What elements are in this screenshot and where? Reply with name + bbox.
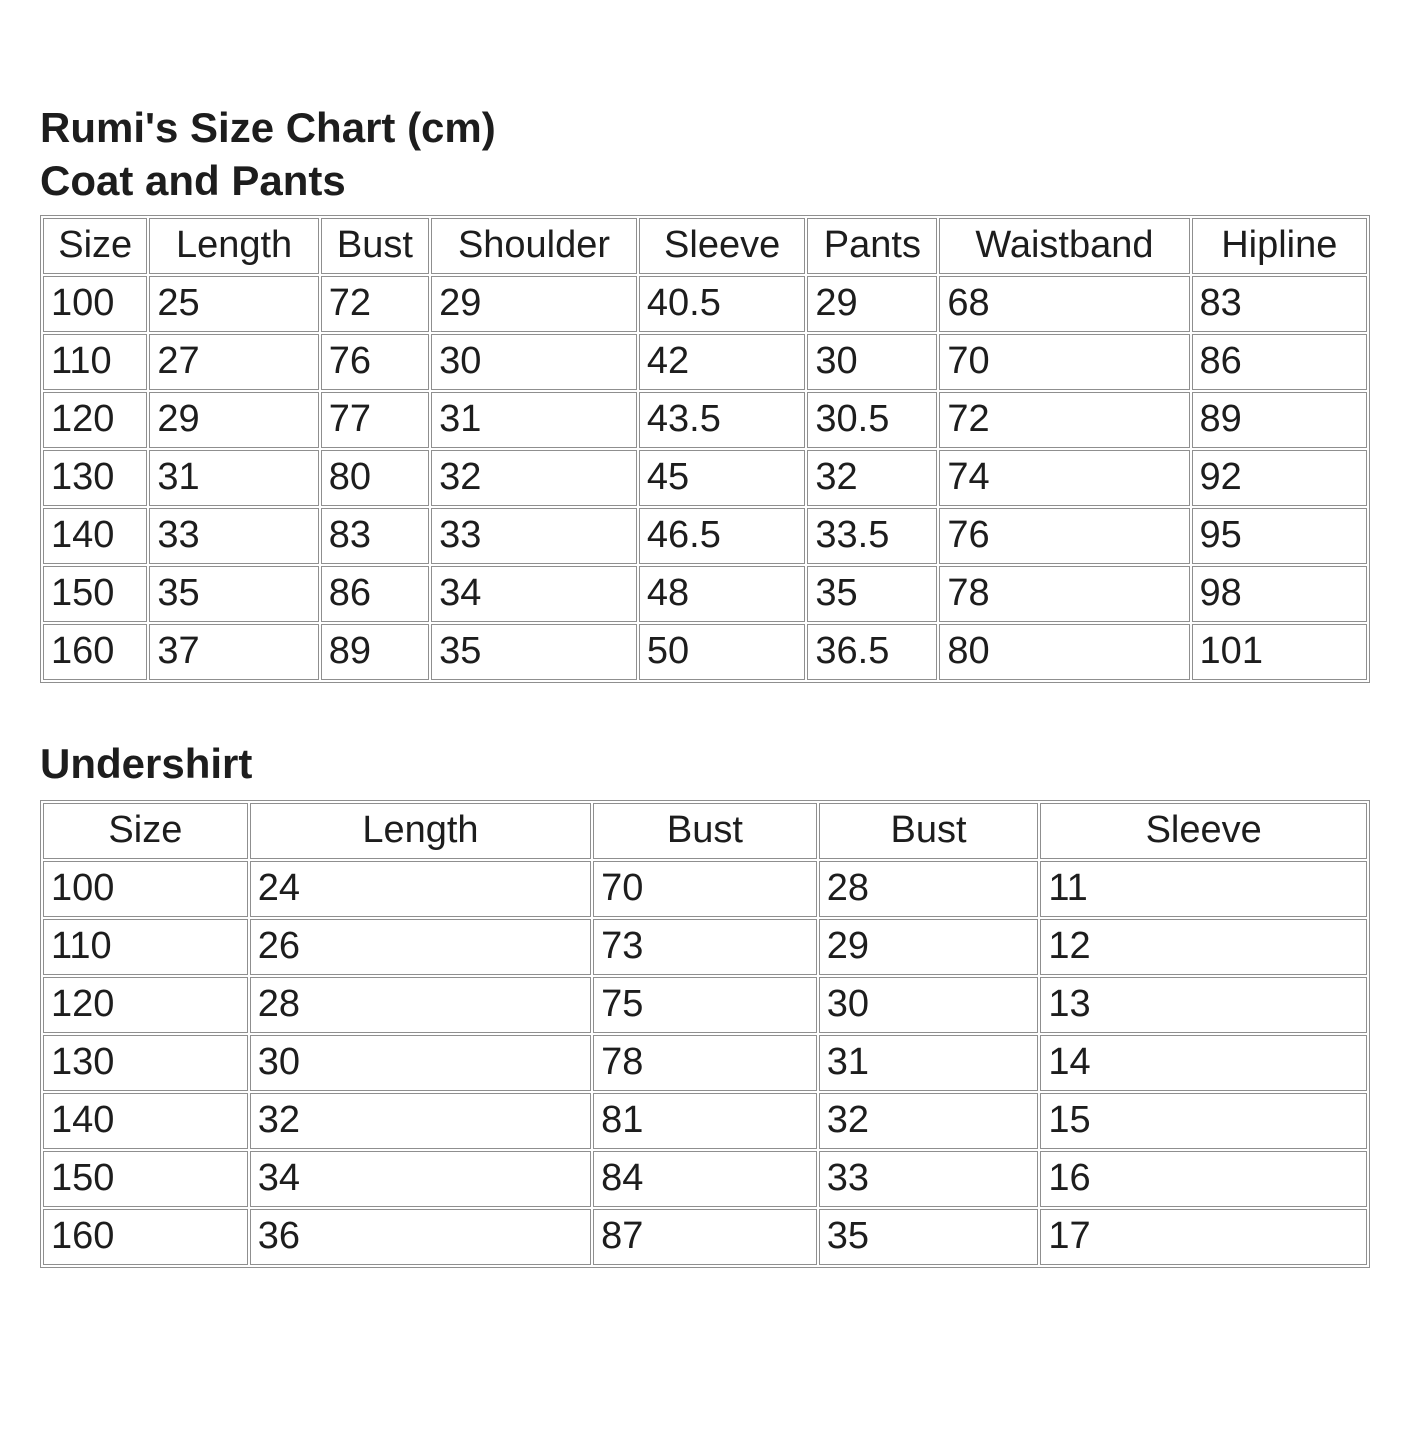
table-row <box>43 566 1367 622</box>
table-cell: 75 <box>593 977 817 1033</box>
table-cell: 86 <box>321 566 429 622</box>
table-cell: 68 <box>939 276 1189 332</box>
column-header: Bust <box>321 218 429 274</box>
table-cell: 31 <box>431 392 637 448</box>
column-header: Length <box>250 803 591 859</box>
table-cell: 34 <box>250 1151 591 1207</box>
table-cell: 120 <box>43 977 248 1033</box>
table-cell: 84 <box>593 1151 817 1207</box>
table-cell: 30 <box>250 1035 591 1091</box>
table-cell: 95 <box>1192 508 1367 564</box>
coat-and-pants-table <box>40 215 1370 683</box>
table-cell: 31 <box>819 1035 1039 1091</box>
column-header: Sleeve <box>639 218 806 274</box>
table-cell: 89 <box>321 624 429 680</box>
table-cell: 35 <box>807 566 937 622</box>
table-cell: 130 <box>43 1035 248 1091</box>
table-cell: 150 <box>43 1151 248 1207</box>
table-cell: 28 <box>819 861 1039 917</box>
coat-and-pants-heading: Coat and Pants <box>40 157 346 205</box>
table-row <box>43 624 1367 680</box>
table-cell: 77 <box>321 392 429 448</box>
column-header: Pants <box>807 218 937 274</box>
table-cell: 76 <box>939 508 1189 564</box>
table-cell: 28 <box>250 977 591 1033</box>
table-cell: 11 <box>1040 861 1367 917</box>
table-cell: 30.5 <box>807 392 937 448</box>
table-row <box>43 1209 1367 1265</box>
table-cell: 78 <box>593 1035 817 1091</box>
column-header: Sleeve <box>1040 803 1367 859</box>
column-header: Bust <box>593 803 817 859</box>
table-row <box>43 450 1367 506</box>
table-cell: 46.5 <box>639 508 806 564</box>
table-cell: 160 <box>43 624 147 680</box>
table-cell: 33 <box>431 508 637 564</box>
table-cell: 130 <box>43 450 147 506</box>
table-cell: 34 <box>431 566 637 622</box>
table-cell: 26 <box>250 919 591 975</box>
column-header: Hipline <box>1192 218 1367 274</box>
table-cell: 16 <box>1040 1151 1367 1207</box>
undershirt-heading: Undershirt <box>40 739 253 787</box>
table-cell: 30 <box>431 334 637 390</box>
table-cell: 150 <box>43 566 147 622</box>
table-row <box>43 334 1367 390</box>
table-cell: 100 <box>43 861 248 917</box>
table-cell: 80 <box>939 624 1189 680</box>
table-cell: 27 <box>149 334 318 390</box>
header-row <box>43 803 1367 859</box>
table-cell: 73 <box>593 919 817 975</box>
table-cell: 48 <box>639 566 806 622</box>
table-cell: 33 <box>819 1151 1039 1207</box>
table-cell: 83 <box>1192 276 1367 332</box>
table-cell: 33 <box>149 508 318 564</box>
table-cell: 86 <box>1192 334 1367 390</box>
table-cell: 15 <box>1040 1093 1367 1149</box>
table-cell: 110 <box>43 334 147 390</box>
table-cell: 36 <box>250 1209 591 1265</box>
table-cell: 25 <box>149 276 318 332</box>
table-cell: 72 <box>939 392 1189 448</box>
table-cell: 101 <box>1192 624 1367 680</box>
table-cell: 29 <box>807 276 937 332</box>
table-cell: 45 <box>639 450 806 506</box>
table-cell: 43.5 <box>639 392 806 448</box>
table-cell: 83 <box>321 508 429 564</box>
table-row <box>43 1035 1367 1091</box>
table-cell: 76 <box>321 334 429 390</box>
table-cell: 37 <box>149 624 318 680</box>
table-cell: 17 <box>1040 1209 1367 1265</box>
table-cell: 70 <box>593 861 817 917</box>
column-header: Waistband <box>939 218 1189 274</box>
table-cell: 35 <box>431 624 637 680</box>
table-row <box>43 1151 1367 1207</box>
table-cell: 14 <box>1040 1035 1367 1091</box>
table-cell: 36.5 <box>807 624 937 680</box>
table-cell: 13 <box>1040 977 1367 1033</box>
table-cell: 31 <box>149 450 318 506</box>
table-cell: 29 <box>149 392 318 448</box>
table-cell: 32 <box>250 1093 591 1149</box>
table-cell: 80 <box>321 450 429 506</box>
table-cell: 30 <box>807 334 937 390</box>
table-row <box>43 861 1367 917</box>
table-cell: 32 <box>807 450 937 506</box>
table-cell: 33.5 <box>807 508 937 564</box>
table-row <box>43 508 1367 564</box>
table-row <box>43 276 1367 332</box>
column-header: Size <box>43 803 248 859</box>
table-cell: 87 <box>593 1209 817 1265</box>
header-row <box>43 218 1367 274</box>
table-cell: 29 <box>819 919 1039 975</box>
table-cell: 24 <box>250 861 591 917</box>
table-cell: 140 <box>43 508 147 564</box>
table-cell: 30 <box>819 977 1039 1033</box>
table-row <box>43 977 1367 1033</box>
table-cell: 32 <box>431 450 637 506</box>
table-row <box>43 1093 1367 1149</box>
table-cell: 72 <box>321 276 429 332</box>
table-cell: 98 <box>1192 566 1367 622</box>
table-cell: 40.5 <box>639 276 806 332</box>
table-row <box>43 392 1367 448</box>
table-cell: 160 <box>43 1209 248 1265</box>
table-cell: 70 <box>939 334 1189 390</box>
table-row <box>43 919 1367 975</box>
undershirt-table <box>40 800 1370 1268</box>
table-cell: 74 <box>939 450 1189 506</box>
table-cell: 78 <box>939 566 1189 622</box>
table-cell: 120 <box>43 392 147 448</box>
table-cell: 32 <box>819 1093 1039 1149</box>
column-header: Shoulder <box>431 218 637 274</box>
column-header: Length <box>149 218 318 274</box>
page-title: Rumi's Size Chart (cm) <box>40 104 496 151</box>
table-cell: 100 <box>43 276 147 332</box>
table-cell: 89 <box>1192 392 1367 448</box>
table-cell: 110 <box>43 919 248 975</box>
table-cell: 92 <box>1192 450 1367 506</box>
table-cell: 12 <box>1040 919 1367 975</box>
column-header: Size <box>43 218 147 274</box>
table-cell: 35 <box>819 1209 1039 1265</box>
table-cell: 50 <box>639 624 806 680</box>
column-header: Bust <box>819 803 1039 859</box>
table-cell: 81 <box>593 1093 817 1149</box>
table-cell: 35 <box>149 566 318 622</box>
table-cell: 42 <box>639 334 806 390</box>
table-cell: 29 <box>431 276 637 332</box>
table-cell: 140 <box>43 1093 248 1149</box>
